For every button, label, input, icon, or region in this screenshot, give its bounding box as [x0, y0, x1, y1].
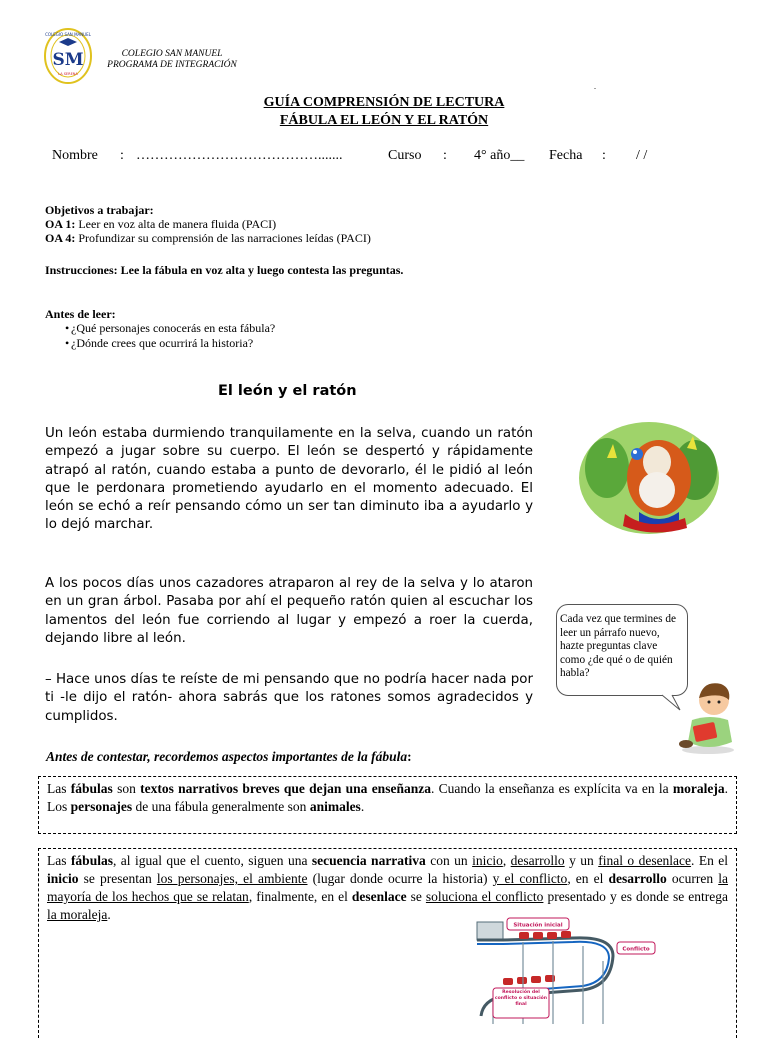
remember-heading: Antes de contestar, recordemos aspectos importantes de la fábula: — [46, 749, 412, 764]
guide-title-line1: GUÍA COMPRENSIÓN DE LECTURA — [263, 95, 505, 110]
story-paragraph-2: A los pocos días unos cazadores atraparon al rey de la selva y lo ataron en un gran árbol. Pasaba por ahí el pequeño ratón quien al escuchar los lamentos del león fue corriendo al lugar y empezó a roer la cuerda, dejando libre al león. — [45, 576, 533, 646]
fable-definition-box: Las fábulas son textos narrativos breves que dejan una enseñanza. Cuando la enseñanza es explícita va en la moraleja. Los personajes de una fábula generalmente son animales. — [38, 776, 737, 834]
name-colon: : — [120, 148, 124, 163]
narrative-sequence-box: Las fábulas, al igual que el cuento, siguen una secuencia narrativa con un inicio, desarrollo y un final o desenlace. En el inicio se presentan los personajes, el ambiente (lugar donde ocurre la historia) y el conflicto, en el desarrollo ocurren la mayoría de los hechos que se relatan, finalmente, en el desenlace se soluciona el conflicto presentado y es donde se entrega la moraleja. — [38, 848, 737, 1038]
name-label: Nombre — [52, 148, 98, 163]
svg-text:SM: SM — [52, 50, 84, 70]
reading-child-illustration — [676, 674, 740, 754]
before-reading-heading: Antes de leer: — [45, 307, 116, 321]
svg-text:Situación inicial: Situación inicial — [513, 922, 563, 929]
story-paragraph-1: Un león estaba durmiendo tranquilamente en la selva, cuando un ratón empezó a jugar sobre su cuerpo. El león se despertó y rápidamente atrapó al ratón, cuando estaba a punto de devorarlo, él le pidió al león que le perdonara prometiendo ayudarlo en el momento adecuado. El león se echó a reír pensando cómo un ser tan diminuto iba a ayudarlo y lo dejó marchar. — [45, 426, 533, 533]
story-title: El león y el ratón — [218, 383, 357, 399]
before-reading-list — [45, 321, 445, 351]
svg-text:Conflicto: Conflicto — [622, 946, 650, 953]
objective-1: OA 1: Leer en voz alta de manera fluida (PACI) — [45, 217, 277, 231]
date-field[interactable]: / / — [636, 148, 648, 163]
date-colon: : — [602, 148, 606, 163]
course-value[interactable]: 4° año__ — [474, 148, 525, 163]
program-name: PROGRAMA DE INTEGRACIÓN — [107, 60, 237, 70]
lion-mouse-illustration — [577, 418, 721, 536]
objectives — [45, 203, 371, 245]
instructions: Instrucciones: Lee la fábula en voz alta y luego contesta las preguntas. — [45, 263, 404, 277]
school-name: COLEGIO SAN MANUEL — [121, 49, 223, 59]
svg-text:LA SERENA: LA SERENA — [58, 72, 78, 76]
objectives-heading: Objetivos a trabajar: — [45, 203, 154, 217]
stray-dot: . — [594, 82, 596, 91]
date-label: Fecha — [549, 148, 583, 163]
guide-title-line2: FÁBULA EL LEÓN Y EL RATÓN — [279, 113, 489, 128]
diagram-resolution-label: Resolución del conflicto o situación final — [494, 990, 548, 1007]
school-header — [102, 49, 242, 71]
course-colon: : — [443, 148, 447, 163]
objective-2: OA 4: Profundizar su comprensión de las narraciones leídas (PACI) — [45, 231, 371, 245]
before-reading — [45, 307, 445, 351]
course-label: Curso — [388, 148, 422, 163]
list-item: • ¿Dónde crees que ocurrirá la historia? — [45, 336, 445, 351]
narrative-rollercoaster-diagram — [463, 916, 659, 1024]
speech-bubble: Cada vez que termines de leer un párrafo nuevo, hazte preguntas clave como ¿de qué o de quién habla? — [556, 604, 688, 696]
name-field[interactable]: …………………………………....... — [136, 148, 343, 163]
list-item: • ¿Qué personajes conocerás en esta fábula? — [45, 321, 445, 336]
svg-text:COLEGIO SAN MANUEL: COLEGIO SAN MANUEL — [45, 32, 91, 37]
story-paragraph-3: – Hace unos días te reíste de mi pensando que no podría hacer nada por ti -le dijo el ratón- ahora sabrás que los ratones somos agradecidos y cumplidos. — [45, 672, 533, 724]
school-logo — [44, 28, 92, 84]
